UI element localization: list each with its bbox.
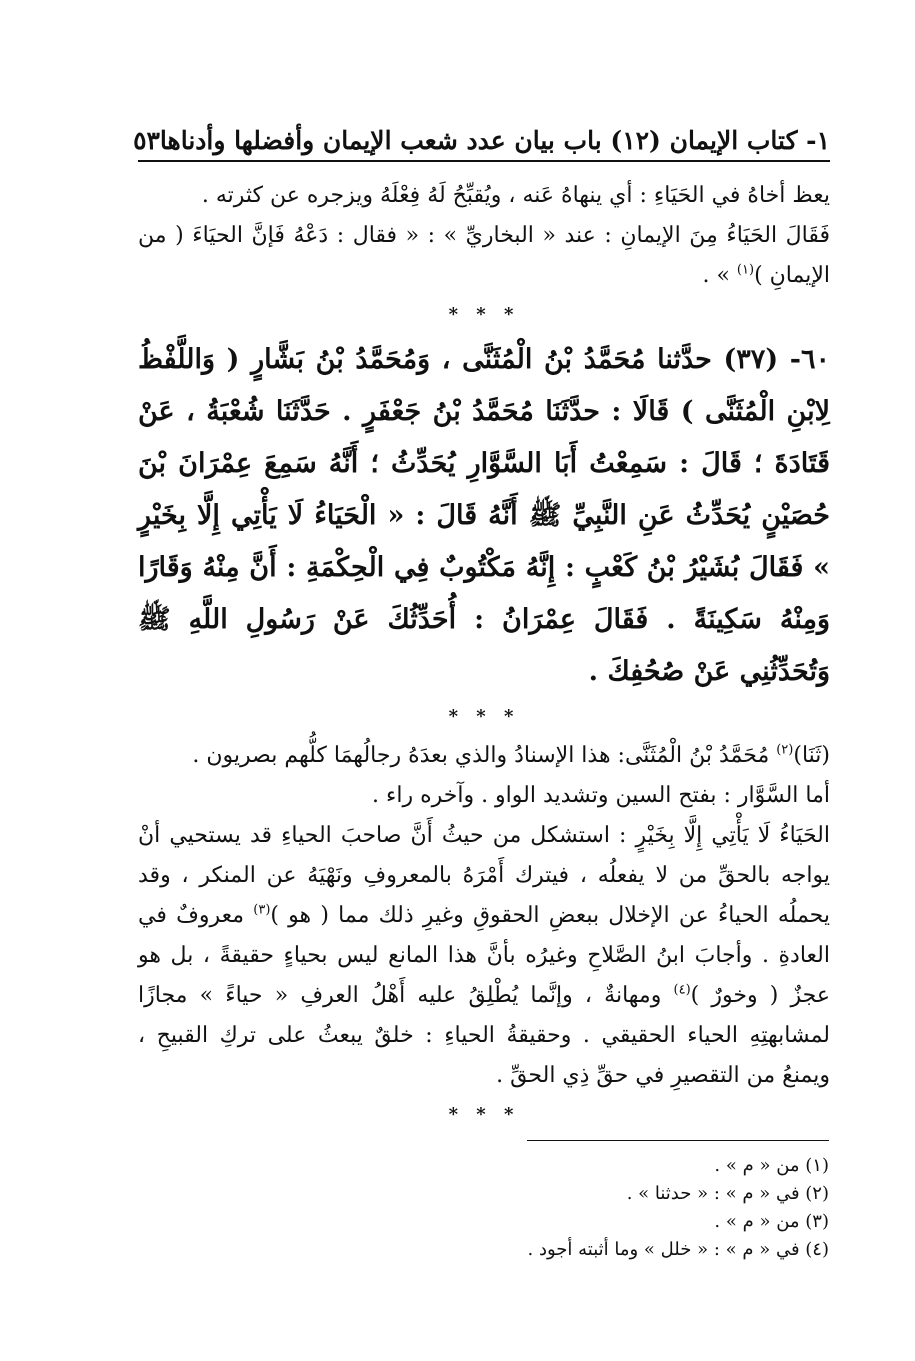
commentary-text: معروفٌ في العادةِ . وأجابَ ابنُ الصَّلاحِ وغيرُه بأنَّ هذا المانع ليس بحياءٍ حقيقةً ، بل هو عجزٌ ( وخورٌ ) [138,903,831,1008]
commentary-text: أما السَّوَّار : بفتح السين وتشديد الواو . وآخره راء . [372,783,830,808]
running-header [133,118,830,162]
section-separator: * * * [448,706,520,727]
commentary-text: الحَيَاءُ لَا يَأْتِي إِلَّا بِخَيْرٍ : استشكل من حيثُ أَنَّ صاحبَ الحياءِ قد يستحيي أنْ يواجه بالحقِّ من لا يفعلُه ، فيترك أَمْرَهُ بالمعروفِ ونَهْيَهُ عن المنكر ، وقد يحملُه الحياءُ عن الإخلال ببعضِ الحقوقِ وغيرِ ذلك مما ( هو ) [138,823,830,928]
header-title: ١- كتاب الإيمان (١٢) باب بيان عدد شعب الإيمان وأفضلها وأدناها [159,126,830,155]
footnotes [409,1152,829,1264]
footnote-ref: (٤) [673,982,691,998]
commentary-text: فَقَالَ الحَيَاءُ مِنَ الإيمانِ : عند « البخاريِّ » : « فقال : دَعْهُ فَإنَّ الحيَاءَ ( من الإيمانِ ) [138,223,830,288]
commentary-paragraph-2 [138,216,830,296]
commentary-paragraph-5 [138,816,830,1096]
commentary-text: يعظ أخاهُ في الحَيَاءِ : أي ينهاهُ عَنه ، ويُقبِّحُ لَهُ فِعْلَهُ ويزجره عن كثرته . [201,183,830,208]
hadith-number: ٦٠- (٣٧) حدَّثنا [657,344,830,375]
hadith-paragraph [138,334,830,698]
page-number: ٥٣ [133,126,160,155]
commentary-text: مُحَمَّدُ بْنُ الْمُثَنَّى: هذا الإسنادُ والذي بعدَهُ رجالُهمَا كلُّهم بصريون . [192,743,777,768]
page-body [138,176,830,1134]
footnote-ref: (٢) [776,742,794,758]
section-separator: * * * [448,1104,520,1125]
footnote-rule [527,1140,829,1141]
footnote-1: (١) من « م » . [714,1155,829,1176]
footnote-3: (٣) من « م » . [714,1211,829,1232]
footnote-4: (٤) في « م » : « خلل » وما أثبته أجود . [527,1239,829,1260]
section-separator: * * * [448,304,520,325]
commentary-text: » . [702,263,737,288]
footnote-ref: (٣) [253,902,271,918]
commentary-text: ومهانةٌ ، وإنَّما يُطْلِقُ عليه أَهْلُ العرفِ « حياءً » مجازًا لمشابهتِهِ الحياء الحقيقي . وحقيقةُ الحياءِ : خلقٌ يبعثُ على تركِ القبيحِ ، ويمنعُ من التقصيرِ في حقِّ ذِي الحقِّ . [138,983,830,1088]
footnote-2: (٢) في « م » : « حدثنا » . [626,1183,829,1204]
commentary-paragraph-1 [138,176,830,216]
commentary-text: (ثَنَا) [793,743,830,768]
hadith-text: مُحَمَّدُ بْنُ الْمُثَنَّى ، وَمُحَمَّدُ بْنُ بَشَّارٍ ( وَاللَّفْظُ لِابْنِ الْمُثَنَّى ) قَالَا : حدَّثَنَا مُحَمَّدُ بْنُ جَعْفَرٍ . حَدَّثَنَا شُعْبَةُ ، عَنْ قَتَادَةَ ؛ قَالَ : سَمِعْتُ أَبَا السَّوَّارِ يُحَدِّثُ ؛ أَنَّهُ سَمِعَ عِمْرَانَ بْنَ حُصَيْنٍ يُحَدِّثُ عَنِ النَّبِيِّ ﷺ أَنَّهُ قَالَ : « الْحَيَاءُ لَا يَأْتِي إِلَّا بِخَيْرٍ » فَقَالَ بُشَيْرُ بْنُ كَعْبٍ : إِنَّهُ مَكْتُوبٌ فِي الْحِكْمَةِ : أَنَّ مِنْهُ وَقَارًا وَمِنْهُ سَكِينَةً . فَقَالَ عِمْرَانُ : أُحَدِّثُكَ عَنْ رَسُولِ اللَّهِ ﷺ وَتُحَدِّثُنِي عَنْ صُحُفِكَ . [138,344,830,687]
commentary-paragraph-4 [138,776,830,816]
footnote-ref: (١) [736,262,755,278]
commentary-paragraph-3 [138,736,830,776]
